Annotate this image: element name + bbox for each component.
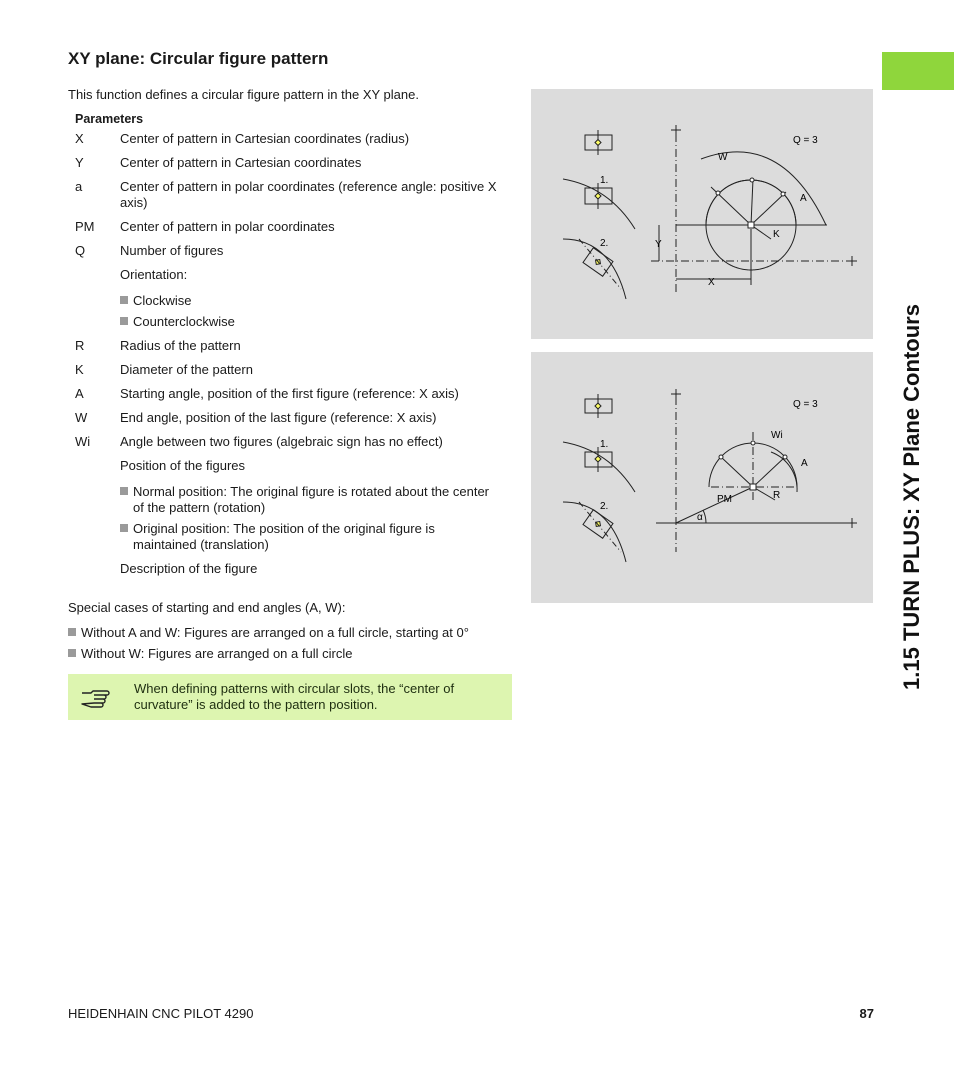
page-number: 87 [859,1006,874,1021]
list-item: Normal position: The original figure is rotated about the center of the pattern (rotation) [120,484,500,516]
footer-product: HEIDENHAIN CNC PILOT 4290 [68,1006,254,1021]
intro-text: This function defines a circular figure pattern in the XY plane. [68,87,419,102]
chapter-tab [882,52,954,90]
bullet-square-icon [120,317,128,325]
list-item: Original position: The position of the original figure is maintained (translation) [120,521,500,553]
section-title: XY plane: Circular figure pattern [68,49,329,68]
fig2-label-alpha: α [697,512,703,523]
bullet-square-icon [120,487,128,495]
fig1-label-1: 1. [600,175,609,186]
fig2-label-2: 2. [600,501,609,512]
figure-1-drawing [531,89,873,339]
fig2-label-a: A [801,458,808,469]
fig1-label-x: X [708,277,715,288]
fig1-q-label: Q = 3 [793,135,818,146]
fig1-label-a: A [800,193,807,204]
list-item: Without A and W: Figures are arranged on a full circle, starting at 0° [68,625,469,641]
parameters-heading: Parameters [75,112,144,126]
figure-circular-pattern-polar [531,352,873,603]
fig2-label-wi: Wi [771,430,783,441]
fig2-q-label: Q = 3 [793,399,818,410]
fig2-label-pm: PM [717,494,732,505]
fig1-label-y: Y [655,239,662,250]
fig1-label-k: K [773,229,780,240]
pointing-hand-icon [80,684,112,708]
bullet-square-icon [68,628,76,636]
bullet-square-icon [68,649,76,657]
fig2-label-1: 1. [600,439,609,450]
fig1-label-w: W [718,152,728,163]
figure-2-drawing [531,352,873,603]
list-item: Without W: Figures are arranged on a full circle [68,646,352,662]
note-box [68,674,512,720]
list-item: Clockwise [120,293,192,309]
bullet-square-icon [120,524,128,532]
fig2-label-r: R [773,490,781,501]
figure-circular-pattern-cartesian [531,89,873,339]
note-text: When defining patterns with circular slots, the “center of curvature” is added to the pattern position. [134,681,455,712]
bullet-square-icon [120,296,128,304]
fig1-label-2: 2. [600,238,609,249]
special-cases-intro: Special cases of starting and end angles (A, W): [68,600,346,615]
list-item: Counterclockwise [120,314,235,330]
